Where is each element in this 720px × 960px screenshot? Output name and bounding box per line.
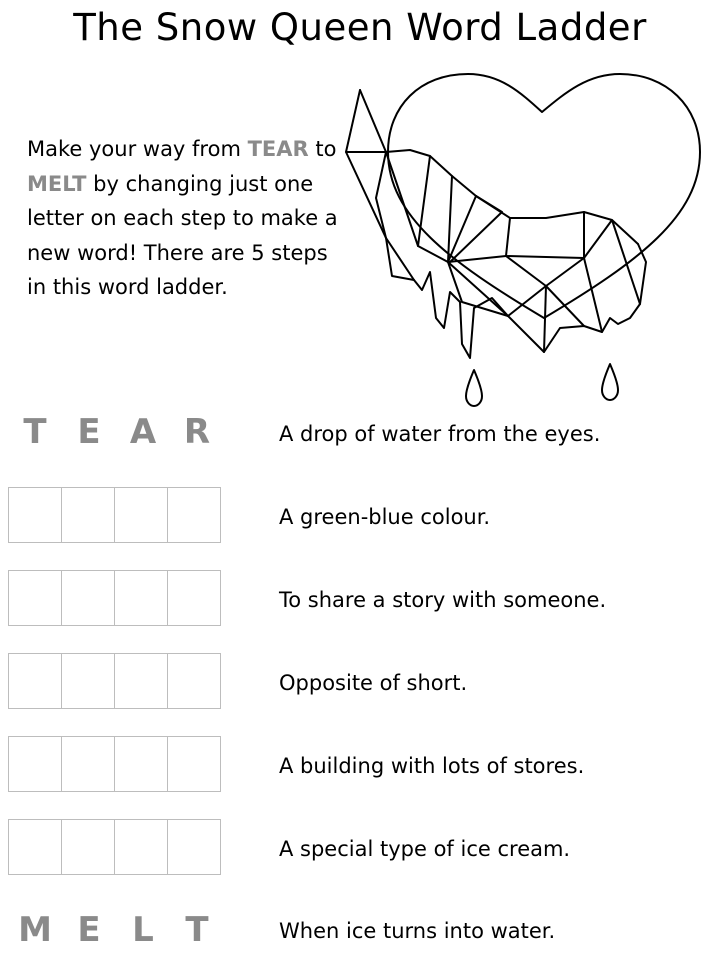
letter-box[interactable] — [61, 570, 115, 626]
letter-box[interactable] — [114, 653, 168, 709]
letter-box[interactable] — [167, 570, 221, 626]
letter-box[interactable] — [8, 819, 62, 875]
end-letter: M — [18, 910, 52, 950]
letter-box[interactable] — [61, 487, 115, 543]
intro-text-1: Make your way from — [27, 137, 248, 161]
instructions — [27, 132, 347, 305]
letter-box[interactable] — [167, 736, 221, 792]
letter-box[interactable] — [114, 570, 168, 626]
end-letter: L — [132, 910, 154, 950]
clue-3: To share a story with someone. — [279, 588, 607, 612]
start-word-letters — [8, 412, 224, 452]
answer-row-1 — [8, 487, 224, 543]
letter-box[interactable] — [8, 487, 62, 543]
intro-text-2: to — [308, 137, 337, 161]
letter-box[interactable] — [61, 819, 115, 875]
start-letter: E — [77, 412, 101, 452]
end-word: MELT — [27, 171, 87, 196]
intro-text-3: by changing just one letter on each step to make a new word! There are 5 steps in this word ladder. — [27, 171, 338, 299]
clue-4: Opposite of short. — [279, 671, 468, 695]
letter-box[interactable] — [114, 819, 168, 875]
end-letter: T — [185, 910, 209, 950]
answer-row-2 — [8, 570, 224, 626]
page-title: The Snow Queen Word Ladder — [73, 6, 647, 49]
letter-box[interactable] — [8, 653, 62, 709]
answer-row-3 — [8, 653, 224, 709]
letter-box[interactable] — [61, 653, 115, 709]
clue-5: A building with lots of stores. — [279, 754, 585, 778]
letter-box[interactable] — [114, 487, 168, 543]
clue-6: A special type of ice cream. — [279, 837, 571, 861]
answer-row-5 — [8, 819, 224, 875]
letter-box[interactable] — [114, 736, 168, 792]
clue-2: A green-blue colour. — [279, 505, 491, 529]
answer-row-4 — [8, 736, 224, 792]
letter-box[interactable] — [61, 736, 115, 792]
clue-1: A drop of water from the eyes. — [279, 422, 601, 446]
start-letter: R — [183, 412, 211, 452]
end-letter: E — [77, 910, 101, 950]
end-word-letters — [8, 910, 224, 950]
clue-7: When ice turns into water. — [279, 919, 556, 943]
start-letter: A — [129, 412, 157, 452]
letter-box[interactable] — [167, 819, 221, 875]
letter-box[interactable] — [167, 487, 221, 543]
letter-box[interactable] — [167, 653, 221, 709]
start-letter: T — [23, 412, 47, 452]
letter-box[interactable] — [8, 736, 62, 792]
letter-box[interactable] — [8, 570, 62, 626]
start-word: TEAR — [247, 137, 309, 161]
melting-heart-icon — [340, 66, 710, 416]
